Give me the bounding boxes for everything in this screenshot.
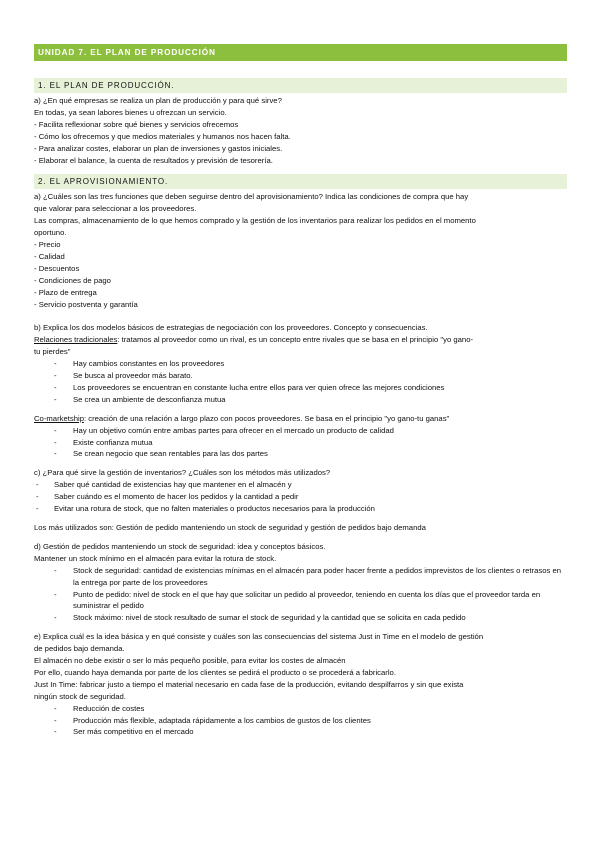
list-item: - Hay un objetivo común entre ambas partes para ofrecer en el mercado un producto de calidad [34,425,567,437]
trad-text: : tratamos al proveedor como un rival, es un concepto entre rivales que se basa en el principio "yo gano- [117,335,474,345]
s2a-line: - Calidad [34,251,65,261]
s1-line: - Elaborar el balance, la cuenta de resultados y previsión de tesorería. [34,155,273,165]
list-item: - Saber qué cantidad de existencias hay que mantener en el almacén y [34,479,567,491]
list-item: - Los proveedores se encuentran en constante lucha entre ellos para ver quien ofrece las mejores condiciones [34,382,567,394]
s1-line: a) ¿En qué empresas se realiza un plan de producción y para qué sirve? [34,96,282,105]
list-item: - Ser más competitivo en el mercado [34,726,567,738]
section-2-title: 2. EL APROVISIONAMIENTO. [34,174,567,189]
s2a-line: Las compras, almacenamiento de lo que hemos comprado y la gestión de los inventarios para realizar los pedidos en el momento [34,216,476,226]
e-line: Just In Time: fabricar justo a tiempo el material necesario en cada fase de la producción, evitando despilfarros y sin que exista [34,679,464,689]
e-line: ningún stock de seguridad. [34,691,126,701]
s2a-line: - Servicio postventa y garantía [34,299,138,309]
s1-line: - Para analizar costes, elaborar un plan de inversiones y gastos iniciales. [34,143,283,153]
co-text: : creación de una relación a largo plazo con pocos proveedores. Se basa en el principio "yo gano-tu ganas" [83,413,450,423]
co-definition [34,413,567,425]
trad-label: Relaciones tradicionales [34,335,118,345]
trad-text-cont: tu pierdes" [34,347,71,357]
s2a-line: a) ¿Cuáles son las tres funciones que deben seguirse dentro del aprovisionamiento? Indica las condiciones de compra que hay [34,192,469,202]
inventory-list [34,479,567,515]
list-item: - Stock máximo: nivel de stock resultado de sumar el stock de seguridad y la cantidad que se solicita en cada pedido [34,612,567,624]
list-item: - Punto de pedido: nivel de stock en el que hay que solicitar un pedido al proveedor, teniendo en cuenta los días que el proveedor tarda en suministrar el pedido [34,589,567,613]
document-page [34,44,567,738]
unit-title: UNIDAD 7. EL PLAN DE PRODUCCIÓN [34,44,567,61]
list-item: - Hay cambios constantes en los proveedores [34,358,567,370]
s1-line: - Facilita reflexionar sobre qué bienes y servicios ofrecemos [34,119,239,129]
s1-line: En todas, ya sean labores bienes u ofrezcan un servicio. [34,107,227,117]
e-line: e) Explica cuál es la idea básica y en qué consiste y cuáles son las consecuencias del sistema Just in Time en el modelo de gestión [34,632,484,642]
trad-definition [34,334,567,346]
list-item: - Reducción de costes [34,703,567,715]
co-label: Co-marketship [34,413,84,423]
list-item: - Se crean negocio que sean rentables para las dos partes [34,448,567,460]
trad-list [34,358,567,406]
s2a-line: - Descuentos [34,263,80,273]
e-line: El almacén no debe existir o ser lo más pequeño posible, para evitar los costes de almacén [34,656,346,666]
list-item: - Producción más flexible, adaptada rápidamente a los cambios de gustos de los clientes [34,715,567,727]
question-c: c) ¿Para qué sirve la gestión de inventarios? ¿Cuáles son los métodos más utilizados? [34,468,331,478]
d-intro: Mantener un stock mínimo en el almacén para evitar la rotura de stock. [34,553,277,563]
list-item: - Evitar una rotura de stock, que no falten materiales o productos necesarios para la producción [34,503,567,515]
s1-line: - Cómo los ofrecemos y que medios materiales y humanos nos hacen falta. [34,131,291,141]
list-item: - Stock de seguridad: cantidad de existencias mínimas en el almacén para poder hacer frente a pedidos imprevistos de los clientes o retrasos en la entrega por parte de los proveedores [34,565,567,589]
jit-list [34,703,567,739]
stock-list [34,565,567,625]
e-line: Por ello, cuando haya demanda por parte de los clientes se pedirá el producto o se procederá a fabricarlo. [34,667,396,677]
list-item: - Existe confianza mutua [34,437,567,449]
list-item: - Se crea un ambiente de desconfianza mutua [34,394,567,406]
question-d: d) Gestión de pedidos manteniendo un stock de seguridad: idea y conceptos básicos. [34,541,326,551]
s2a-line: oportuno. [34,228,67,238]
co-list [34,425,567,461]
methods-text: Los más utilizados son: Gestión de pedido manteniendo un stock de seguridad y gestión de pedidos bajo demanda [34,522,426,532]
e-line: de pedidos bajo demanda. [34,644,125,654]
section-1-title: 1. EL PLAN DE PRODUCCIÓN. [34,78,567,93]
s2a-line: - Condiciones de pago [34,275,111,285]
list-item: - Saber cuándo es el momento de hacer los pedidos y la cantidad a pedir [34,491,567,503]
s2a-line: que valorar para seleccionar a los proveedores. [34,204,197,214]
section-1-body [34,95,567,166]
list-item: - Se busca al proveedor más barato. [34,370,567,382]
question-b: b) Explica los dos modelos básicos de estrategias de negociación con los proveedores. Concepto y consecuencias. [34,323,428,333]
s2a-line: - Precio [34,240,61,250]
section-2-body [34,191,567,738]
s2a-line: - Plazo de entrega [34,287,97,297]
